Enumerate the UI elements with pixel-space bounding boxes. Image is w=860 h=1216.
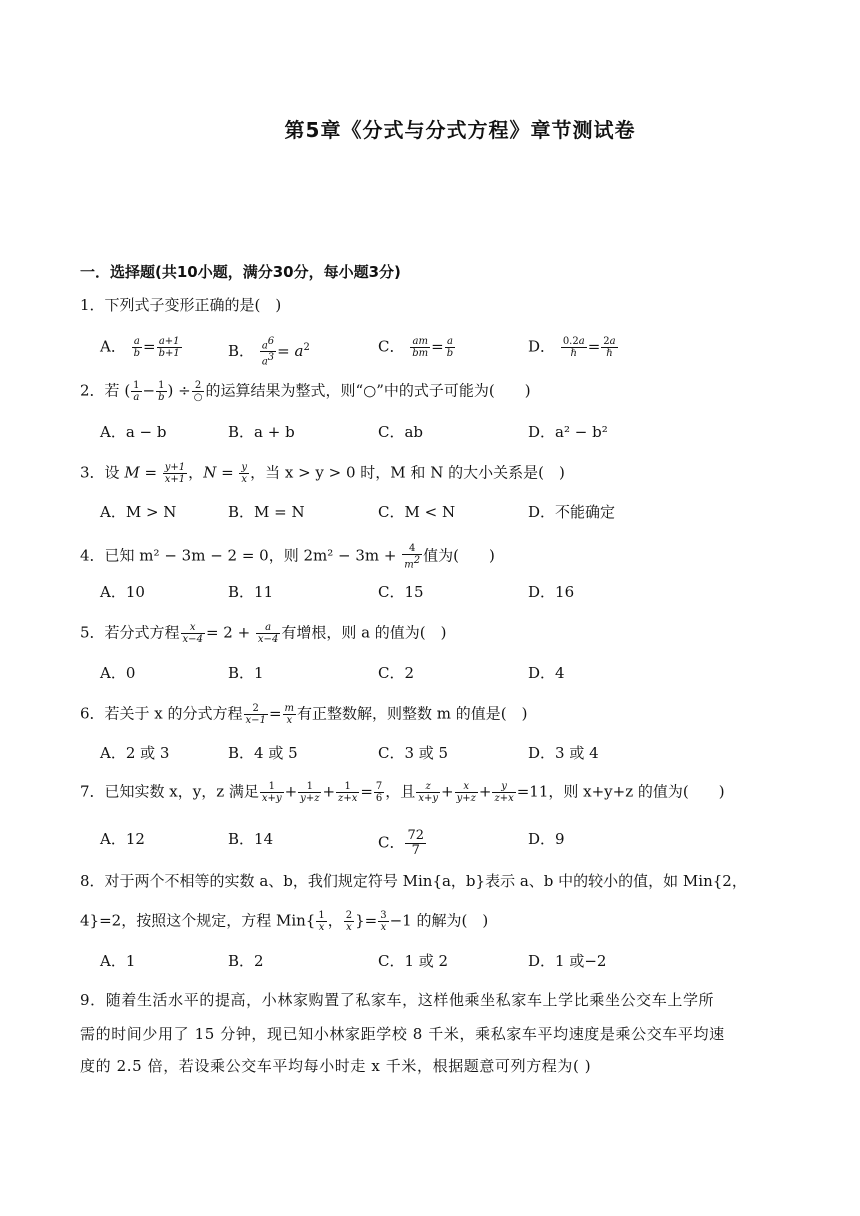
question-9-line-2: 需的时间少用了 15 分钟，现已知小林家距学校 8 千米，乘私家车平均速度是乘公交车平均速 [80, 1025, 725, 1043]
question-3-stem: 3．设 M = $\frac{y+1}{x+1}$ ，N = $\frac{y}{x}$ ，当 x > y > 0 时，M 和 N 的大小关系是( ) [80, 462, 565, 485]
question-7-option-c[interactable]: C． $\frac{72}{7}$ [378, 828, 425, 858]
question-6-option-c[interactable]: C．3 或 5 [378, 744, 449, 762]
question-7-stem: 7．已知实数 x，y，z 满足 $\frac{1}{x+y}$ + $\frac{1}{y+z}$ + $\frac{1}{z+x}$ = $\frac{7}{6}$ ，且 $\frac{z}{x+y}$ + $\frac{x}{y+z}$ + $\frac{y}{z+x}$ =11，则 x+y+z 的值为( ) [80, 781, 725, 804]
question-3-option-b[interactable]: B．M = N [228, 503, 305, 521]
question-6-stem: 6．若关于 x 的分式方程 $\frac{2}{x-1}$ = $\frac{m}{x}$ 有正整数解，则整数 m 的值是( ) [80, 703, 528, 726]
section-heading: 一．选择题(共10小题，满分30分，每小题3分) [80, 263, 401, 281]
question-1-stem: 1．下列式子变形正确的是( ) [80, 296, 282, 314]
question-1-option-b[interactable]: B． $\frac{a^6}{a^3}$ = $a^2$ [228, 336, 310, 368]
question-1-option-a[interactable]: A． $\frac{a}{b}$ = $\frac{a+1}{b+1}$ [100, 336, 180, 359]
question-4-option-a[interactable]: A．10 [100, 583, 145, 601]
question-3-option-d[interactable]: D．不能确定 [528, 503, 616, 521]
question-7-option-d[interactable]: D．9 [528, 830, 565, 848]
question-7-option-b[interactable]: B．14 [228, 830, 274, 848]
question-1-option-d[interactable]: D． $\frac{0.2a}{\text{ℏ}}$ = $\frac{2a}{\text{ℏ}}$ [528, 336, 616, 359]
question-8-option-b[interactable]: B．2 [228, 952, 264, 970]
question-4-option-d[interactable]: D．16 [528, 583, 575, 601]
question-4-option-c[interactable]: C．15 [378, 583, 424, 601]
question-6-option-a[interactable]: A．2 或 3 [100, 744, 170, 762]
page-title: 第5章《分式与分式方程》章节测试卷 [284, 118, 636, 142]
question-9-line-1: 9．随着生活水平的提高，小林家购置了私家车，这样他乘坐私家车上学比乘坐公交车上学所 [80, 991, 715, 1009]
question-3-option-a[interactable]: A．M > N [100, 503, 177, 521]
question-8-option-a[interactable]: A．1 [100, 952, 136, 970]
question-2-option-c[interactable]: C．ab [378, 423, 424, 441]
question-8-option-d[interactable]: D．1 或−2 [528, 952, 607, 970]
question-5-option-d[interactable]: D．4 [528, 664, 565, 682]
question-8-line-1: 8．对于两个不相等的实数 a、b，我们规定符号 Min{a，b}表示 a、b 中的较小的值，如 Min{2， [80, 872, 747, 890]
question-5-stem: 5．若分式方程 $\frac{x}{x-4}$ = 2 + $\frac{a}{x-4}$ 有增根，则 a 的值为( ) [80, 622, 447, 645]
question-5-option-c[interactable]: C．2 [378, 664, 415, 682]
question-8-line-2: 4}=2，按照这个规定，方程 Min{ $\frac{1}{x}$ ， $\frac{2}{x}$ }= $\frac{3}{x}$ −1 的解为( ) [80, 910, 489, 933]
question-4-option-b[interactable]: B．11 [228, 583, 274, 601]
question-2-option-b[interactable]: B．a + b [228, 423, 295, 441]
question-1-option-c[interactable]: C． $\frac{am}{bm}$ = $\frac{a}{b}$ [378, 336, 454, 359]
question-3-option-c[interactable]: C．M < N [378, 503, 456, 521]
question-5-option-a[interactable]: A．0 [100, 664, 136, 682]
question-2-option-d[interactable]: D．a² − b² [528, 423, 608, 441]
question-2-stem: 2．若 ( $\frac{1}{a}$ − $\frac{1}{b}$ ) ÷ $\frac{2}{○}$ 的运算结果为整式，则“○”中的式子可能为( ) [80, 380, 531, 403]
question-4-stem: 4．已知 m² − 3m − 2 = 0，则 2m² − 3m + $\frac{4}{m^2}$ 值为( ) [80, 543, 495, 571]
question-5-option-b[interactable]: B．1 [228, 664, 264, 682]
question-6-option-d[interactable]: D．3 或 4 [528, 744, 599, 762]
question-6-option-b[interactable]: B．4 或 5 [228, 744, 298, 762]
question-7-option-a[interactable]: A．12 [100, 830, 145, 848]
question-2-option-a[interactable]: A．a − b [100, 423, 167, 441]
question-9-line-3: 度的 2.5 倍，若设乘公交车平均每小时走 x 千米，根据题意可列方程为( ) [80, 1057, 592, 1075]
question-8-option-c[interactable]: C．1 或 2 [378, 952, 449, 970]
